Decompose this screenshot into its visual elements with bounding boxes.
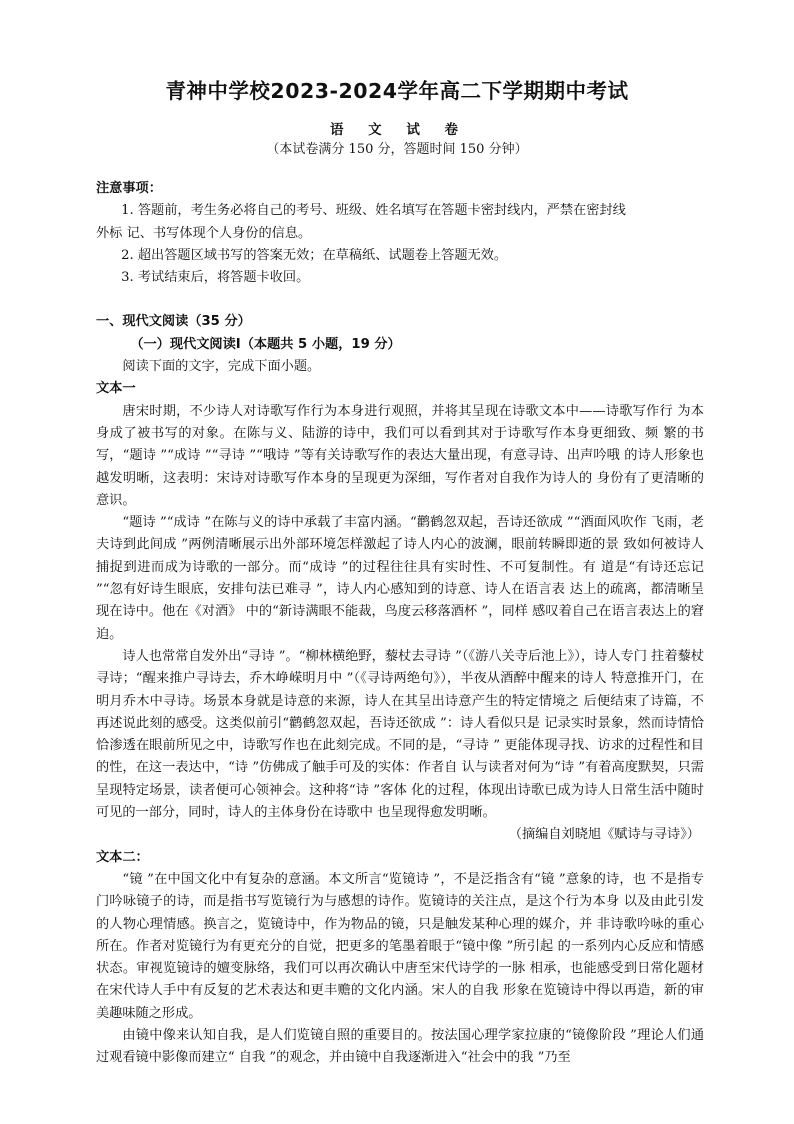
exam-note: （本试卷满分 150 分，答题时间 150 分钟） — [266, 142, 528, 157]
text1-paragraph-1: 唐宋时期，不少诗人对诗歌写作行为本身进行观照，并将其呈现在诗歌文本中——诗歌写作行 为本身成了被书写的对象。在陈与义、陆游的诗中，我们可以看到其对于诗歌写作本身更细致、频 繁的书写，“题诗 ”“成诗 ”“寻诗 ”“哦诗 ”等有关诗歌写作的表达大量出现，有意寻诗、出声吟哦 的诗人形象也越发明晰，这表明：宋诗对诗歌写作本身的呈现更为深细，写作者对自我作为诗人的 身份有了更清晰的意识。 — [96, 403, 704, 508]
spacer — [96, 289, 704, 311]
notice-item-2: 2. 超出答题区域书写的答案无效；在草稿纸、试题卷上答题无效。 — [121, 247, 508, 263]
sub-section-heading: （一）现代文阅读Ⅰ（本题共 5 小题，19 分） — [130, 336, 401, 352]
text1-label: 文本一 — [96, 381, 136, 397]
notice-item-1-continuation: 外标 记、书写体现个人身份的信息。 — [96, 225, 312, 241]
text2-label: 文本二： — [96, 849, 149, 865]
notice-item-3: 3. 考试结束后，将答题卡收回。 — [121, 270, 310, 286]
subject-heading: 语 文 试 卷 — [329, 122, 465, 138]
text1-source: （摘编自刘晓旭《赋诗与寻诗》） — [508, 827, 700, 843]
text2-paragraph-2: 由镜中像来认知自我，是人们览镜自照的重要目的。按法国心理学家拉康的“镜像阶段 ”理论人们通过观看镜中影像而建立“ 自我 ”的观念，并由镜中自我逐渐进入“社会中的我 ”乃至 — [96, 1027, 704, 1066]
document-body — [96, 178, 704, 1070]
text1-paragraph-3: 诗人也常常自发外出“寻诗 ”。“柳林横绝野，藜杖去寻诗 ”（《游八关寺后池上》），诗人专门 拄着藜杖寻诗；“醒来推户寻诗去，乔木峥嵘明月中 ”（《寻诗两绝句》），半夜从酒醉中醒来的诗人 特意推开门，在明月乔木中寻诗。场景本身就是诗意的来源，诗人在其呈出诗意产生的特定情境之 后便结束了诗篇，不再述说此刻的感受。这类似前引“鹳鹤忽双起，吾诗还欲成 ”：诗人看似只是 记录实时景象，然而诗情恰恰渗透在眼前所见之中，诗歌写作也在此刻完成。不同的是，“寻诗 ” 更能体现寻找、访求的过程性和目的性，在这一表达中，“诗 ”仿佛成了触手可及的实体：作者自 认与读者对何为“诗 ”有着高度默契，只需呈现特定场景，读者便可心领神会。这种将“诗 ”客体 化的过程，体现出诗歌已成为诗人日常生活中随时可见的一部分，同时，诗人的主体身份在诗歌中 也呈现得愈发明晰。 — [96, 648, 704, 821]
notice-item-1 — [96, 200, 704, 222]
text1-paragraph-2: “题诗 ”“成诗 ”在陈与义的诗中承载了丰富内涵。“鹳鹤忽双起，吾诗还欲成 ”“酒面风吹作 飞雨，老夫诗到此间成 ”两例清晰展示出外部环境怎样激起了诗人内心的波澜，眼前转瞬即逝的景 致如何被诗人捕捉到进而成为诗歌的一部分。而“成诗 ”的过程往往具有实时性、不可复制性。有 道是“有诗还忘记 ”“忽有好诗生眼底，安排句法已难寻 ”，诗人内心感知到的诗意、诗人在语言表 达上的疏离，都清晰呈现在诗中。他在《对酒》 中的“新诗满眼不能裁，鸟度云移落酒杯 ”，同样 感叹着自己在语言表达上的窘迫。 — [96, 515, 704, 642]
notice-item-1-line-1: 1. 答题前，考生务必将自己的考号、班级、姓名填写在答题卡密封线内，严禁在密封线 — [121, 203, 626, 219]
notice-heading: 注意事项： — [96, 181, 162, 196]
page-title: 青神中学校2023-2024学年高二下学期期中考试 — [165, 79, 629, 103]
text2-paragraph-1: “镜 ”在中国文化中有复杂的意涵。本文所言“览镜诗 ”，不是泛指含有“镜 ”意象的诗，也 不是指专门吟咏镜子的诗，而是指书写览镜行为与感想的诗作。览镜诗的关注点，是这个行为本身 以及由此引发的人物心理情感。换言之，览镜诗中，作为物品的镜，只是触发某种心理的媒介，并 非诗歌吟咏的重心所在。作者对览镜行为有更充分的自觉，把更多的笔墨着眼于“镜中像 ”所引起 的一系列内心反应和情感状态。审视览镜诗的嬗变脉络，我们可以再次确认中唐至宋代诗学的一脉 相承，也能感受到日常化题材在宋代诗人手中有反复的艺术表达和更丰赡的文化内涵。宋人的自我 形象在览镜诗中得以再造，新的审美趣味随之形成。 — [96, 871, 704, 1021]
instruction-text: 阅读下面的文字，完成下面小题。 — [122, 359, 321, 375]
section-heading: 一、现代文阅读（35 分） — [96, 314, 251, 330]
